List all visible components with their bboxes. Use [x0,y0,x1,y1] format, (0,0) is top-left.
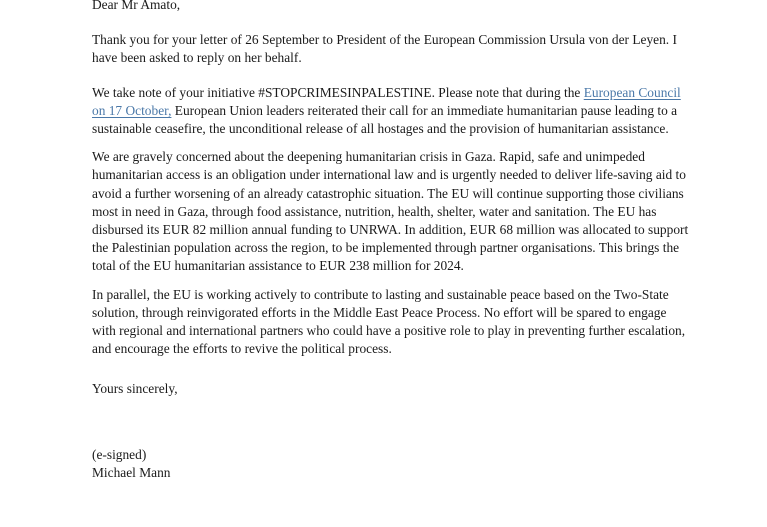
salutation: Dear Mr Amato, [92,0,181,12]
closing: Yours sincerely, [92,381,178,397]
signature-note: (e-signed) [92,446,147,462]
paragraph-2 [92,84,692,139]
european-council-link[interactable]: European Council on 17 October, [92,84,681,118]
signer-name: Michael Mann [92,464,171,480]
letter-body [92,0,692,482]
paragraph-3: We are gravely concerned about the deepening humanitarian crisis in Gaza. Rapid, safe and unimpeded humanitarian access is an obligation under international law and is urgently needed to deliver life-saving aid to avoid a further worsening of an already catastrophic situation. The EU will continue supporting those civilians most in need in Gaza, through food assistance, nutrition, health, shelter, water and sanitation. The EU has disbursed its EUR 82 million annual funding to UNRWA. In addition, EUR 68 million was allocated to support the Palestinian population across the region, to be implemented through partner organisations. This brings the total of the EU humanitarian assistance to EUR 238 million for 2024. [92,149,689,274]
paragraph-2-text-after-link: European Union leaders reiterated their call for an immediate humanitarian pause leading to a sustainable ceasefire, the unconditional release of all hostages and the provision of humanitarian assistance. [92,102,678,137]
paragraph-2-text-before-link: We take note of your initiative #STOPCRIMESINPALESTINE. Please note that during the [92,84,584,100]
paragraph-1: Thank you for your letter of 26 September to President of the European Commission Ursula von der Leyen. I have been asked to reply on her behalf. [92,32,677,66]
paragraph-4: In parallel, the EU is working actively to contribute to lasting and sustainable peace based on the Two-State solution, through reinvigorated efforts in the Middle East Peace Process. No effort will be spared to engage with regional and international partners who could have a positive role to play in preventing further escalation, and encourage the efforts to revive the political process. [92,286,686,357]
